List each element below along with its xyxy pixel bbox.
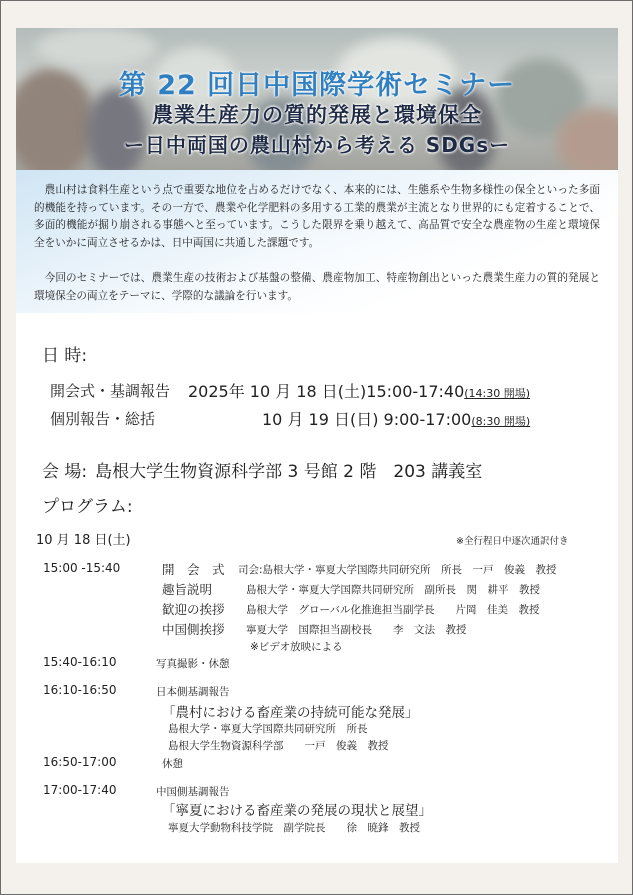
china-greeting-detail: 寧夏大学 国際担当副校長 李 文法 教授 <box>246 624 467 636</box>
session-1-time: 15:00 -15:40 <box>43 561 121 575</box>
venue-label: 会 場: <box>42 462 88 482</box>
venue-line <box>42 457 482 482</box>
japan-keynote-speaker-affiliation: 島根大学・寧夏大学国際共同研究所 所長 <box>168 723 368 735</box>
welcome-title: 歓迎の挨拶 <box>162 602 225 617</box>
session-5-time: 17:00-17:40 <box>43 783 117 797</box>
seminar-title: 第 22 回日中国際学術セミナー <box>118 70 516 101</box>
day2-open-time: (8:30 開場) <box>471 415 531 428</box>
intro-paragraph-2: 今回のセミナーでは、農業生産の技術および基盤の整備、農産物加工、特産物創出といった農業生産力の質的発展と環境保全の両立をテーマに、学際的な議論を行います。 <box>34 272 600 302</box>
session-2-time: 15:40-16:10 <box>43 655 117 669</box>
china-greeting-title: 中国側挨拶 <box>162 622 225 637</box>
session-4-time: 16:50-17:00 <box>43 755 117 769</box>
intro-paragraph-1: 農山村は食料生産という点で重要な地位を占めるだけでなく、本来的には、生態系や生物多様性の保全といった多面的機能を持っています。その一方で、農業や化学肥料の多用する工業的農業が主流となり世界的にも定着することで、多面的機能が掘り崩される事態へと至っています。こうした限界を乗り越えて、高品質で安全な農産物の生産と環境保全をいかに両立させるかは、日中両国に共通した課題です。 <box>34 184 600 249</box>
purpose-title: 趣旨説明 <box>162 582 213 597</box>
china-keynote-title: 中国側基調報告 <box>156 786 230 798</box>
venue-value: 島根大学生物資源科学部 3 号館 2 階 203 講義室 <box>95 462 483 482</box>
day1-schedule <box>188 379 530 402</box>
photo-break-title: 写真撮影・休憩 <box>156 658 230 670</box>
program-heading: プログラム: <box>42 497 133 517</box>
intro-block <box>16 170 618 313</box>
program-date: 10 月 18 日(土) <box>36 533 131 548</box>
day2-label: 個別報告・総括 <box>50 410 156 428</box>
break-title: 休憩 <box>162 758 183 770</box>
video-note: ※ビデオ放映による <box>250 641 343 653</box>
china-keynote-talk: 「寧夏における畜産業の発展の現状と展望」 <box>162 803 432 819</box>
seminar-theme: ー日中両国の農山村から考える SDGsー <box>123 133 511 157</box>
day2-schedule <box>262 407 530 430</box>
opening-ceremony-title: 開 会 式 <box>162 562 225 577</box>
seminar-subtitle: 農業生産力の質的発展と環境保全 <box>152 103 482 127</box>
datetime-heading: 日 時: <box>42 346 88 366</box>
japan-keynote-talk: 「農村における畜産業の持続可能な発展」 <box>162 705 419 721</box>
china-keynote-speaker: 寧夏大学動物科技学院 副学院長 徐 暁鋒 教授 <box>168 822 420 834</box>
header-photo-band <box>16 28 618 170</box>
japan-keynote-title: 日本側基調報告 <box>156 686 230 698</box>
opening-ceremony-detail: 司会:島根大学・寧夏大学国際共同研究所 所長 一戸 俊義 教授 <box>238 564 557 576</box>
flyer-page <box>16 28 618 863</box>
day1-label: 開会式・基調報告 <box>50 382 171 400</box>
welcome-detail: 島根大学 グローバル化推進担当副学長 片岡 佳美 教授 <box>246 604 540 616</box>
purpose-detail: 島根大学・寧夏大学国際共同研究所 副所長 関 耕平 教授 <box>246 584 540 596</box>
day1-open-time: (14:30 開場) <box>464 387 531 400</box>
japan-keynote-speaker-name: 島根大学生物資源科学部 一戸 俊義 教授 <box>168 740 389 752</box>
day2-value: 10 月 19 日(日) 9:00-17:00 <box>262 410 472 429</box>
day1-value: 2025年 10 月 18 日(土)15:00-17:40 <box>188 382 465 401</box>
session-3-time: 16:10-16:50 <box>43 683 117 697</box>
interpretation-note: ※全行程日中逐次通訳付き <box>456 536 569 547</box>
